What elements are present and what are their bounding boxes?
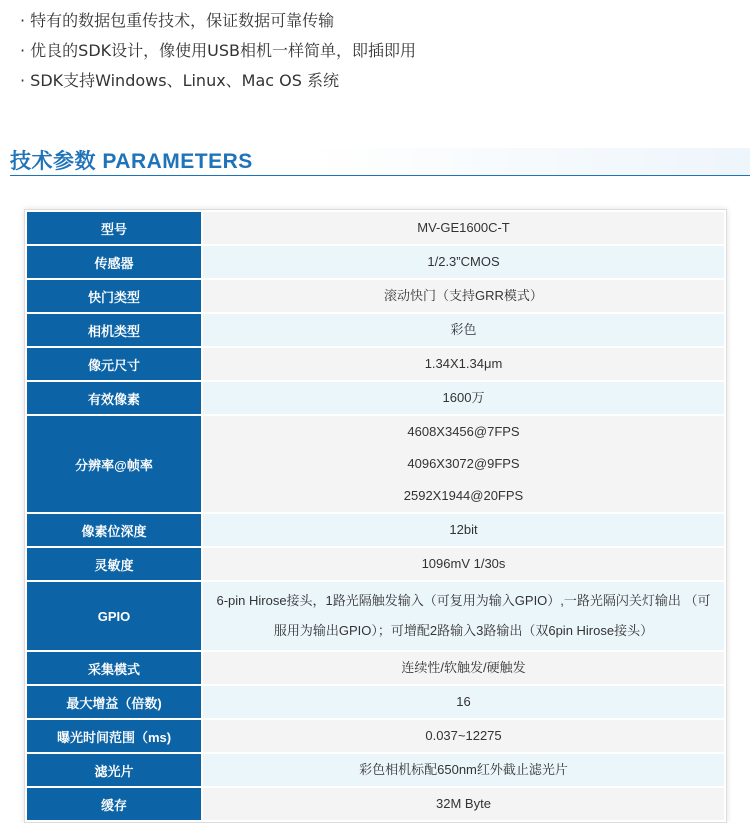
param-label: 灵敏度 — [26, 547, 202, 581]
table-row — [26, 347, 725, 381]
param-value-line: 4608X3456@7FPS — [407, 424, 520, 439]
param-value — [202, 245, 725, 279]
param-value-line: 连续性/软触发/硬触发 — [401, 660, 526, 675]
param-value — [202, 581, 725, 651]
param-value-line: 2592X1944@20FPS — [403, 488, 524, 503]
table-row — [26, 415, 725, 513]
param-value — [202, 651, 725, 685]
param-value — [202, 381, 725, 415]
param-value-line: 滚动快门（支持GRR模式） — [384, 288, 543, 303]
table-row — [26, 279, 725, 313]
feature-item: · 优良的SDK设计，像使用USB相机一样简单，即插即用 — [20, 41, 416, 60]
parameters-table — [25, 210, 726, 822]
table-row — [26, 313, 725, 347]
param-value-line: 1096mV 1/30s — [421, 556, 506, 571]
param-value — [202, 313, 725, 347]
table-row — [26, 787, 725, 821]
param-value — [202, 279, 725, 313]
param-value-line: 1600万 — [442, 390, 485, 405]
param-value-line: 4096X3072@9FPS — [407, 456, 520, 471]
param-value-line: 32M Byte — [436, 796, 491, 811]
param-value-line: 6-pin Hirose接头，1路光隔触发输入（可复用为输入GPIO）,一路光隔闪关灯输出 （可服用为输出GPIO）；可增配2路输入3路输出（双6pin Hirose接头） — [216, 593, 711, 638]
param-value — [202, 719, 725, 753]
param-value — [202, 347, 725, 381]
param-value — [202, 415, 725, 513]
param-label: 采集模式 — [26, 651, 202, 685]
table-row — [26, 753, 725, 787]
table-row — [26, 381, 725, 415]
table-row — [26, 685, 725, 719]
param-label: 传感器 — [26, 245, 202, 279]
param-label: GPIO — [26, 581, 202, 651]
param-label: 快门类型 — [26, 279, 202, 313]
table-row — [26, 245, 725, 279]
param-value-line: 彩色相机标配650nm红外截止滤光片 — [359, 762, 568, 777]
table-row — [26, 513, 725, 547]
param-label: 滤光片 — [26, 753, 202, 787]
param-value — [202, 787, 725, 821]
table-row — [26, 211, 725, 245]
table-row — [26, 581, 725, 651]
param-label: 型号 — [26, 211, 202, 245]
param-value-line: 1/2.3”CMOS — [427, 254, 500, 269]
feature-item: · SDK支持Windows、Linux、Mac OS 系统 — [20, 71, 340, 90]
param-value — [202, 513, 725, 547]
param-value-line: 1.34X1.34μm — [424, 356, 503, 371]
param-value-line: 彩色 — [450, 322, 477, 337]
param-label: 像元尺寸 — [26, 347, 202, 381]
param-label: 像素位深度 — [26, 513, 202, 547]
param-label: 有效像素 — [26, 381, 202, 415]
table-row — [26, 651, 725, 685]
parameters-table-container — [24, 209, 727, 823]
param-value-line: 16 — [456, 694, 471, 709]
param-value — [202, 685, 725, 719]
section-title: 技术参数 PARAMETERS — [10, 150, 253, 173]
table-row — [26, 719, 725, 753]
param-value-line: MV-GE1600C-T — [417, 220, 510, 235]
parameters-table-body — [26, 211, 725, 821]
param-value — [202, 211, 725, 245]
section-header — [10, 148, 750, 176]
param-label: 相机类型 — [26, 313, 202, 347]
param-value — [202, 547, 725, 581]
param-value — [202, 753, 725, 787]
feature-list — [20, 6, 416, 96]
param-label: 曝光时间范围（ms) — [26, 719, 202, 753]
param-label: 缓存 — [26, 787, 202, 821]
feature-item: · 特有的数据包重传技术，保证数据可靠传输 — [20, 11, 335, 30]
param-label: 最大增益（倍数) — [26, 685, 202, 719]
param-label: 分辨率@帧率 — [26, 415, 202, 513]
param-value-line: 12bit — [449, 522, 478, 537]
param-value-line: 0.037~12275 — [425, 728, 502, 743]
table-row — [26, 547, 725, 581]
